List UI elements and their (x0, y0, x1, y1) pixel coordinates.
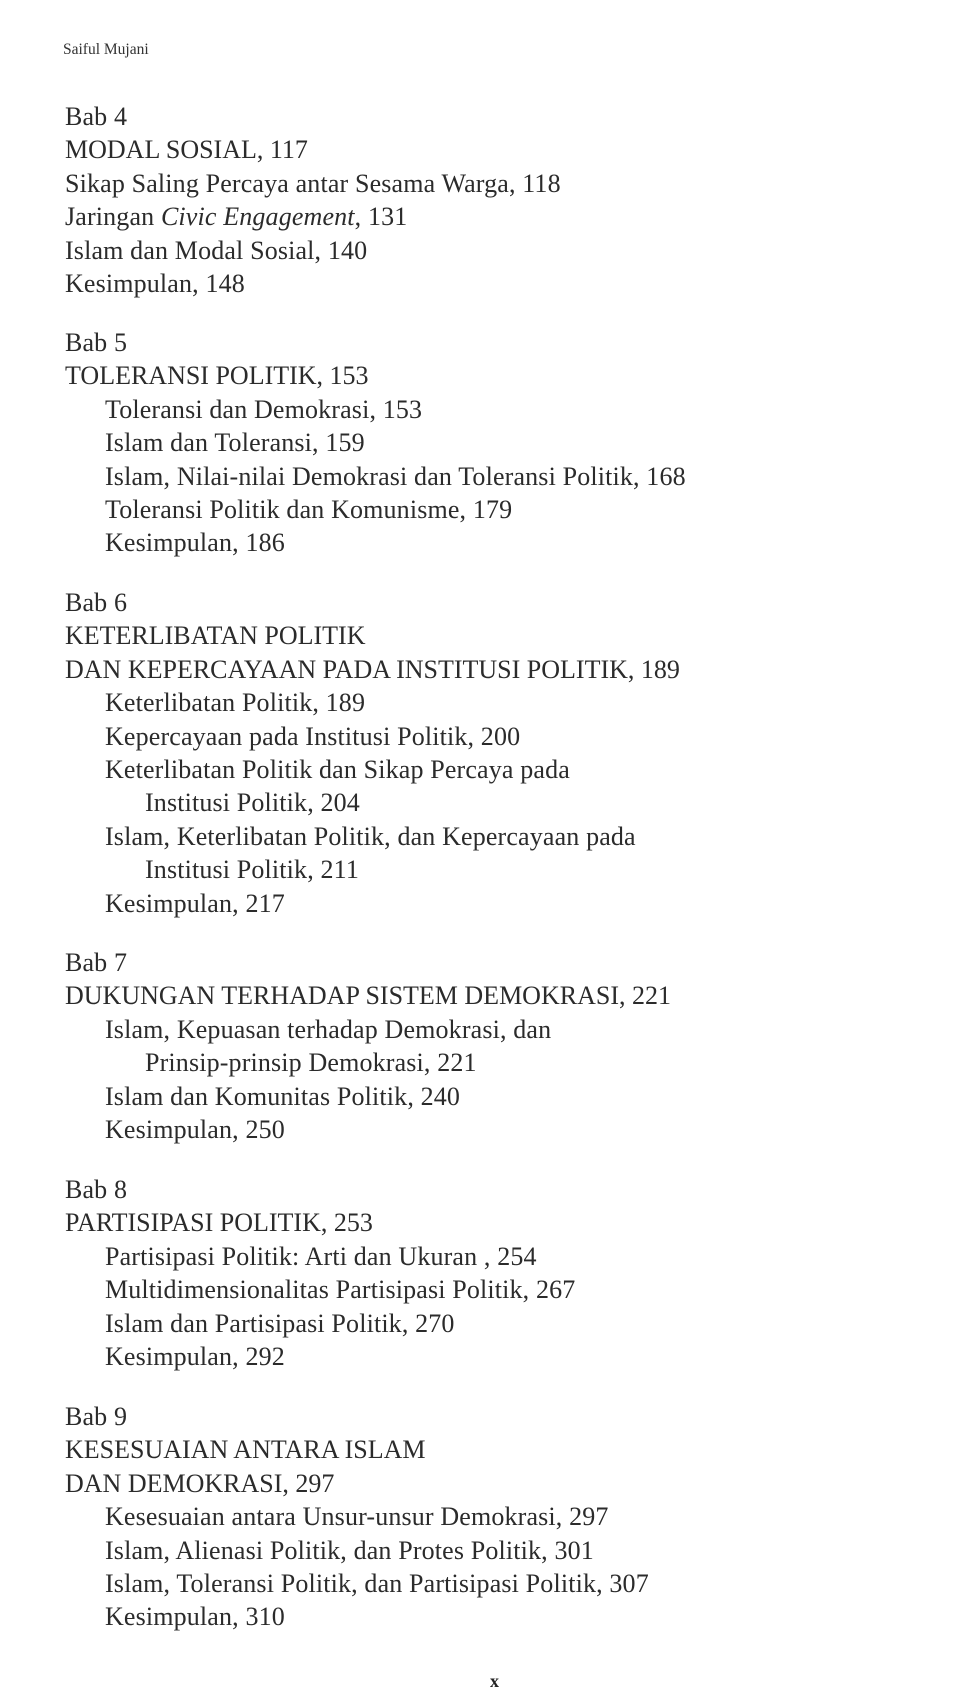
toc-entry (65, 200, 945, 233)
chapter-label: Bab 6 (65, 588, 128, 617)
toc-entry: Toleransi Politik dan Komunisme, 179 (105, 494, 513, 524)
chapter-section (65, 946, 945, 1146)
chapter-label: Bab 5 (65, 328, 128, 357)
toc-entry-italic-term: Civic Engagement (160, 202, 355, 232)
chapter-section (65, 326, 945, 560)
toc-entry: Toleransi dan Demokrasi, 153 (105, 394, 423, 424)
chapter-title: KESESUAIAN ANTARA ISLAM (65, 1435, 426, 1465)
toc-entry: Islam dan Partisipasi Politik, 270 (105, 1308, 455, 1338)
toc-entry-continued: Institusi Politik, 204 (145, 788, 360, 818)
toc-entry-continued: Institusi Politik, 211 (145, 855, 359, 885)
toc-entry: Islam, Nilai-nilai Demokrasi dan Toleransi Politik, 168 (105, 461, 686, 491)
toc-entry-text: Jaringan (65, 202, 161, 232)
toc-entry: Kesimpulan, 292 (105, 1341, 285, 1371)
chapter-title-continued: DAN KEPERCAYAAN PADA INSTITUSI POLITIK, 189 (65, 654, 680, 684)
toc-entry: Kesimpulan, 250 (105, 1114, 285, 1144)
chapter-label: Bab 7 (65, 948, 128, 977)
toc-entry: Kesimpulan, 217 (105, 888, 285, 918)
toc-entry: Islam, Keterlibatan Politik, dan Kepercayaan pada (105, 821, 636, 851)
chapter-label: Bab 4 (65, 102, 128, 131)
chapter-title: PARTISIPASI POLITIK, 253 (65, 1208, 373, 1238)
chapter-title: KETERLIBATAN POLITIK (65, 621, 366, 651)
toc-entry: Islam dan Komunitas Politik, 240 (105, 1081, 461, 1111)
chapter-section (65, 100, 945, 300)
chapter-title: TOLERANSI POLITIK, 153 (65, 361, 369, 391)
toc-entry: Islam, Toleransi Politik, dan Partisipasi Politik, 307 (105, 1568, 649, 1598)
toc-entry-page: , 131 (354, 202, 408, 232)
toc-entry: Partisipasi Politik: Arti dan Ukuran , 254 (105, 1241, 537, 1271)
toc-entry: Kesimpulan, 186 (105, 528, 285, 558)
toc-entry: Kesesuaian antara Unsur-unsur Demokrasi, 297 (105, 1502, 609, 1532)
toc-entry-continued: Prinsip-prinsip Demokrasi, 221 (145, 1048, 477, 1078)
chapter-title: MODAL SOSIAL, 117 (65, 135, 308, 165)
toc-entry: Islam dan Toleransi, 159 (105, 428, 365, 458)
chapter-title-continued: DAN DEMOKRASI, 297 (65, 1468, 335, 1498)
chapter-title: DUKUNGAN TERHADAP SISTEM DEMOKRASI, 221 (65, 981, 671, 1011)
chapter-section (65, 1173, 945, 1373)
toc-entry: Sikap Saling Percaya antar Sesama Warga, 118 (65, 168, 561, 198)
toc-entry: Kesimpulan, 148 (65, 268, 245, 298)
chapter-label: Bab 8 (65, 1175, 128, 1204)
toc-entry: Kepercayaan pada Institusi Politik, 200 (105, 721, 521, 751)
page-number: x (490, 1671, 499, 1691)
running-head-author: Saiful Mujani (63, 41, 149, 58)
toc-entry: Islam, Kepuasan terhadap Demokrasi, dan (105, 1014, 552, 1044)
chapter-section (65, 586, 945, 920)
chapter-label: Bab 9 (65, 1402, 128, 1431)
toc-entry: Islam, Alienasi Politik, dan Protes Politik, 301 (105, 1535, 594, 1565)
toc-entry: Keterlibatan Politik, 189 (105, 688, 366, 718)
toc-entry: Islam dan Modal Sosial, 140 (65, 235, 368, 265)
toc-entry: Multidimensionalitas Partisipasi Politik, 267 (105, 1275, 576, 1305)
chapter-section (65, 1400, 945, 1634)
toc-entry: Keterlibatan Politik dan Sikap Percaya pada (105, 754, 570, 784)
toc-entry: Kesimpulan, 310 (105, 1602, 285, 1632)
